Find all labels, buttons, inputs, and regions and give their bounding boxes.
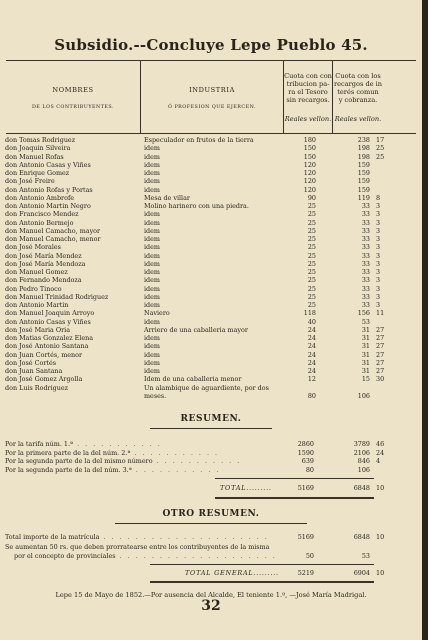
header-tax: Cuota con con tribucion pa- ra el Tesoro sin recargos.	[284, 72, 332, 104]
resumen-rule	[150, 428, 272, 429]
contributor-profession: idem	[144, 185, 160, 194]
tax-amount: 120	[303, 177, 316, 186]
tax-amount: 25	[307, 259, 316, 268]
contributor-profession: idem	[144, 358, 160, 367]
total-cents: 27	[376, 367, 385, 375]
contributor-name: don Fernando Mendoza	[5, 276, 82, 285]
contributor-profession: idem	[144, 276, 160, 285]
contributor-name: don José Maria Oria	[5, 325, 71, 334]
total-amount: 198	[357, 152, 370, 161]
contributor-name: don Luis Rodriguez	[5, 383, 69, 392]
total-amount: 198	[357, 144, 370, 153]
total-amount: 31	[361, 342, 370, 351]
total-cents: 3	[376, 251, 381, 260]
total-amount: 159	[357, 169, 370, 177]
otro-resumen-heading: OTRO RESUMEN.	[162, 509, 260, 519]
total-amount: 119	[357, 193, 370, 202]
total-cents: 3	[376, 226, 381, 235]
header-total-units: Reales vellon.	[334, 115, 382, 123]
tax-amount: 24	[307, 350, 316, 359]
tax-amount: 25	[307, 268, 316, 276]
contributor-name: don Juan Santana	[5, 367, 63, 375]
contributor-profession: idem	[144, 284, 160, 293]
tax-amount: 25	[307, 276, 316, 285]
contributor-name: don Antonio Martin Negro	[5, 202, 91, 210]
tax-amount: 120	[303, 185, 316, 194]
contributor-name: don Enrique Gomez	[5, 169, 70, 177]
total-cents: 27	[376, 350, 385, 359]
contributor-profession: Naviero	[144, 309, 170, 318]
general-rule-bottom	[150, 581, 374, 583]
resumen-cents: 4	[376, 457, 381, 465]
contributor-name: don Francisco Mendez	[5, 210, 79, 219]
resumen-row: Por la tarifa núm. 1.ª . . . . . . . . . . . 2860 3789 46	[0, 440, 422, 449]
contributor-profession: idem	[144, 259, 160, 268]
total-amount: 33	[361, 301, 370, 309]
header-industry: INDUSTRIA	[189, 86, 235, 94]
total-amount: 33	[361, 243, 370, 252]
total-amount: 31	[361, 334, 370, 342]
resumen-total: 106	[357, 465, 370, 474]
tax-amount: 40	[307, 317, 316, 326]
resumen-label: Por la tarifa núm. 1.ª	[5, 440, 74, 448]
tax-amount: 80	[307, 391, 316, 400]
contributor-name: don Matias Gonzalez Elena	[5, 334, 94, 342]
resumen-tax: 80	[305, 465, 314, 474]
header-rule-top	[6, 60, 416, 61]
otro-row-aumento-1: Se aumentan 50 rs. que deben prorratearse entre los contribuyentes de la misma	[5, 543, 270, 551]
contributor-name: don Manuel Gomez	[5, 268, 68, 276]
total-cents: 27	[376, 342, 385, 351]
tax-amount: 25	[307, 292, 316, 301]
contributor-name: don Manuel Trinidad Rodriguez	[5, 292, 109, 301]
tax-amount: 25	[307, 202, 316, 210]
contributor-name: don Antonio Casas y Viñes	[5, 317, 91, 326]
resumen-row: Por la primera parte de la del núm. 2.ª . . . . . . . . . . . 1590 2106 24	[0, 449, 422, 458]
contributor-name: don Tomas Rodriguez	[5, 136, 76, 144]
total-cents: 3	[376, 218, 381, 227]
header-rule-bottom	[6, 133, 416, 134]
contributor-profession: idem	[144, 301, 160, 309]
total-general-row: 5219 6904 10	[297, 569, 385, 577]
tax-amount: 24	[307, 367, 316, 375]
total-cents: 3	[376, 292, 381, 301]
contributor-name: don Manuel Camacho, mayor	[5, 226, 101, 235]
total-amount: 33	[361, 276, 370, 285]
tax-amount: 25	[307, 284, 316, 293]
contributor-profession: idem	[144, 243, 160, 252]
header-tax-units: Reales vellon.	[284, 115, 332, 123]
total-cents: 25	[376, 152, 385, 161]
total-amount: 159	[357, 160, 370, 169]
total-amount: 33	[361, 284, 370, 293]
total-cents: 3	[376, 202, 381, 210]
tax-amount: 180	[303, 136, 316, 144]
total-label: TOTAL.........	[220, 484, 272, 492]
total-cents: 3	[376, 276, 381, 285]
total-cents: 3	[376, 301, 381, 309]
resumen-heading: RESUMEN.	[180, 414, 242, 424]
tax-amount: 150	[303, 144, 316, 153]
total-row: 5169 6848 10	[297, 484, 385, 492]
footer-signature: Lepe 15 de Mayo de 1852.—Por ausencia del Alcalde, El teniente 1.º, —José María Madrigal.	[55, 591, 367, 599]
contributor-name: don Manuel Rofas	[5, 152, 64, 161]
tax-amount: 24	[307, 342, 316, 351]
contributor-name: don Antonio Rofas y Portas	[5, 185, 93, 194]
contributor-name: don José Antonio Santana	[5, 342, 89, 351]
header-names: NOMBRES	[52, 86, 94, 94]
contributor-profession: meses.	[144, 391, 167, 400]
table-row	[0, 392, 422, 401]
tax-amount: 24	[307, 358, 316, 367]
contributor-profession: idem	[144, 177, 160, 186]
contributor-profession: Un alambique de aguardiente, por dos	[144, 383, 269, 392]
header-industry-sub: Ó PROFESION QUE EJERCEN.	[167, 105, 257, 110]
contributor-profession: idem	[144, 226, 160, 235]
total-cents: 3	[376, 210, 381, 219]
resumen-total: 846	[357, 457, 370, 465]
contributor-profession: idem	[144, 292, 160, 301]
contributor-name: don Antonio Bermejo	[5, 218, 74, 227]
total-cents: 25	[376, 144, 385, 153]
resumen-row: Por la segunda parte de la del mismo número . . . . . . . . . . . 639 846 4	[0, 457, 422, 466]
contributor-profession: idem	[144, 367, 160, 375]
total-cents: 3	[376, 284, 381, 293]
contributor-profession: idem	[144, 235, 160, 243]
total-amount: 33	[361, 218, 370, 227]
total-amount: 33	[361, 226, 370, 235]
total-rule-bottom	[215, 497, 374, 499]
contributor-profession: Arriero de una caballeria mayor	[144, 325, 248, 334]
contributor-profession: idem	[144, 160, 160, 169]
total-amount: 53	[361, 317, 370, 326]
tax-amount: 12	[307, 375, 316, 384]
otro-row-matricula: Total importe de la matrícula . . . . . . . . . . . . . . . . . . . . . 5169 6848 10	[5, 533, 385, 541]
total-cents: 8	[376, 193, 381, 202]
contributor-name: don Manuel Joaquin Arroyo	[5, 309, 95, 318]
contributor-profession: idem	[144, 350, 160, 359]
total-cents: 11	[376, 309, 385, 318]
contributor-profession: idem	[144, 169, 160, 177]
contributor-name: don José María Mendoza	[5, 259, 86, 268]
total-cents: 3	[376, 259, 381, 268]
total-amount: 159	[357, 185, 370, 194]
contributor-profession: idem	[144, 251, 160, 260]
resumen-label: Por la segunda parte de la del mismo número	[5, 457, 153, 465]
general-rule-top	[150, 564, 374, 565]
resumen-label: Por la segunda parte de la del núm. 3.ª	[5, 465, 132, 474]
contributor-profession: idem	[144, 342, 160, 351]
total-amount: 33	[361, 210, 370, 219]
contributor-profession: idem	[144, 317, 160, 326]
total-cents: 27	[376, 334, 385, 342]
page-title: Subsidio.--Concluye Lepe Pueblo 45.	[54, 36, 368, 54]
total-amount: 33	[361, 292, 370, 301]
header-names-sub: DE LOS CONTRIBUYENTES.	[31, 105, 115, 110]
total-amount: 33	[361, 202, 370, 210]
contributor-profession: Idem de una caballeria menor	[144, 375, 242, 384]
total-amount: 33	[361, 251, 370, 260]
header-total: Cuota con los recargos de in terés comun y cobranza.	[333, 72, 383, 104]
resumen-total: 2106	[353, 448, 370, 457]
resumen-label: Por la primera parte de la del núm. 2.ª	[5, 448, 131, 457]
contributor-profession: idem	[144, 218, 160, 227]
contributor-profession: idem	[144, 152, 160, 161]
total-cents: 30	[376, 375, 385, 384]
contributor-name: don Joaquin Silveira	[5, 144, 71, 153]
tax-amount: 25	[307, 210, 316, 219]
contributor-profession: idem	[144, 144, 160, 153]
contributor-profession: idem	[144, 268, 160, 276]
tax-amount: 90	[307, 193, 316, 202]
contributor-name: don José María Mendez	[5, 251, 82, 260]
total-cents: 3	[376, 235, 381, 243]
tax-amount: 24	[307, 334, 316, 342]
resumen-tax: 1590	[297, 448, 314, 457]
contributor-profession: Mesa de villar	[144, 193, 190, 202]
total-cents: 27	[376, 358, 385, 367]
contributor-name: don Antonio Casas y Viñes	[5, 160, 91, 169]
tax-amount: 25	[307, 235, 316, 243]
contributor-profession: Especulador en frutos de la tierra	[144, 136, 254, 144]
resumen-total: 3789	[353, 440, 370, 448]
resumen-cents: 46	[376, 440, 385, 448]
tax-amount: 25	[307, 243, 316, 252]
contributor-name: don José Gomez Argolla	[5, 375, 83, 384]
tax-amount: 25	[307, 226, 316, 235]
contributor-profession: idem	[144, 334, 160, 342]
tax-amount: 118	[303, 309, 316, 318]
contributor-name: don Pedro Tinoco	[5, 284, 62, 293]
tax-amount: 25	[307, 301, 316, 309]
otro-row-aumento-2: por el concepto de provinciales . . . . . . . . . . . . . . . . . . . . 50 53	[14, 552, 370, 560]
tax-amount: 25	[307, 251, 316, 260]
resumen-cents: 24	[376, 448, 385, 457]
page-edge	[422, 0, 428, 640]
total-cents: 3	[376, 243, 381, 252]
total-cents: 27	[376, 325, 385, 334]
total-amount: 33	[361, 235, 370, 243]
total-amount: 31	[361, 358, 370, 367]
contributor-name: don Antonio Ambrofe	[5, 193, 75, 202]
total-rule-top	[215, 478, 374, 479]
total-amount: 31	[361, 367, 370, 375]
page-number: 32	[201, 598, 221, 614]
otro-rule	[115, 523, 307, 524]
tax-amount: 120	[303, 160, 316, 169]
resumen-tax: 639	[301, 457, 314, 465]
contributor-name: don Manuel Camacho, menor	[5, 235, 101, 243]
total-amount: 238	[357, 136, 370, 144]
contributor-name: don José Freire	[5, 177, 55, 186]
resumen-tax: 2860	[297, 440, 314, 448]
resumen-row: Por la segunda parte de la del núm. 3.ª . . . . . . . . . . . 80 106	[5, 465, 370, 474]
contributor-name: don Antonio Martin	[5, 301, 69, 309]
tax-amount: 25	[307, 218, 316, 227]
total-amount: 31	[361, 350, 370, 359]
total-amount: 31	[361, 325, 370, 334]
contributor-name: don José Cortés	[5, 358, 57, 367]
total-general-label: TOTAL GENERAL.........	[185, 569, 279, 577]
total-cents: 17	[376, 136, 385, 144]
column-rule-1	[140, 61, 141, 134]
total-amount: 159	[357, 177, 370, 186]
total-amount: 106	[357, 391, 370, 400]
total-amount: 15	[361, 375, 370, 384]
contributor-profession: Molino harinero con una piedra.	[144, 202, 249, 210]
contributor-name: don José Morales	[5, 243, 61, 252]
contributor-name: don Juan Cortés, menor	[5, 350, 83, 359]
total-amount: 33	[361, 259, 370, 268]
total-amount: 33	[361, 268, 370, 276]
tax-amount: 24	[307, 325, 316, 334]
total-cents: 3	[376, 268, 381, 276]
contributor-profession: idem	[144, 210, 160, 219]
tax-amount: 150	[303, 152, 316, 161]
total-amount: 156	[357, 309, 370, 318]
tax-amount: 120	[303, 169, 316, 177]
